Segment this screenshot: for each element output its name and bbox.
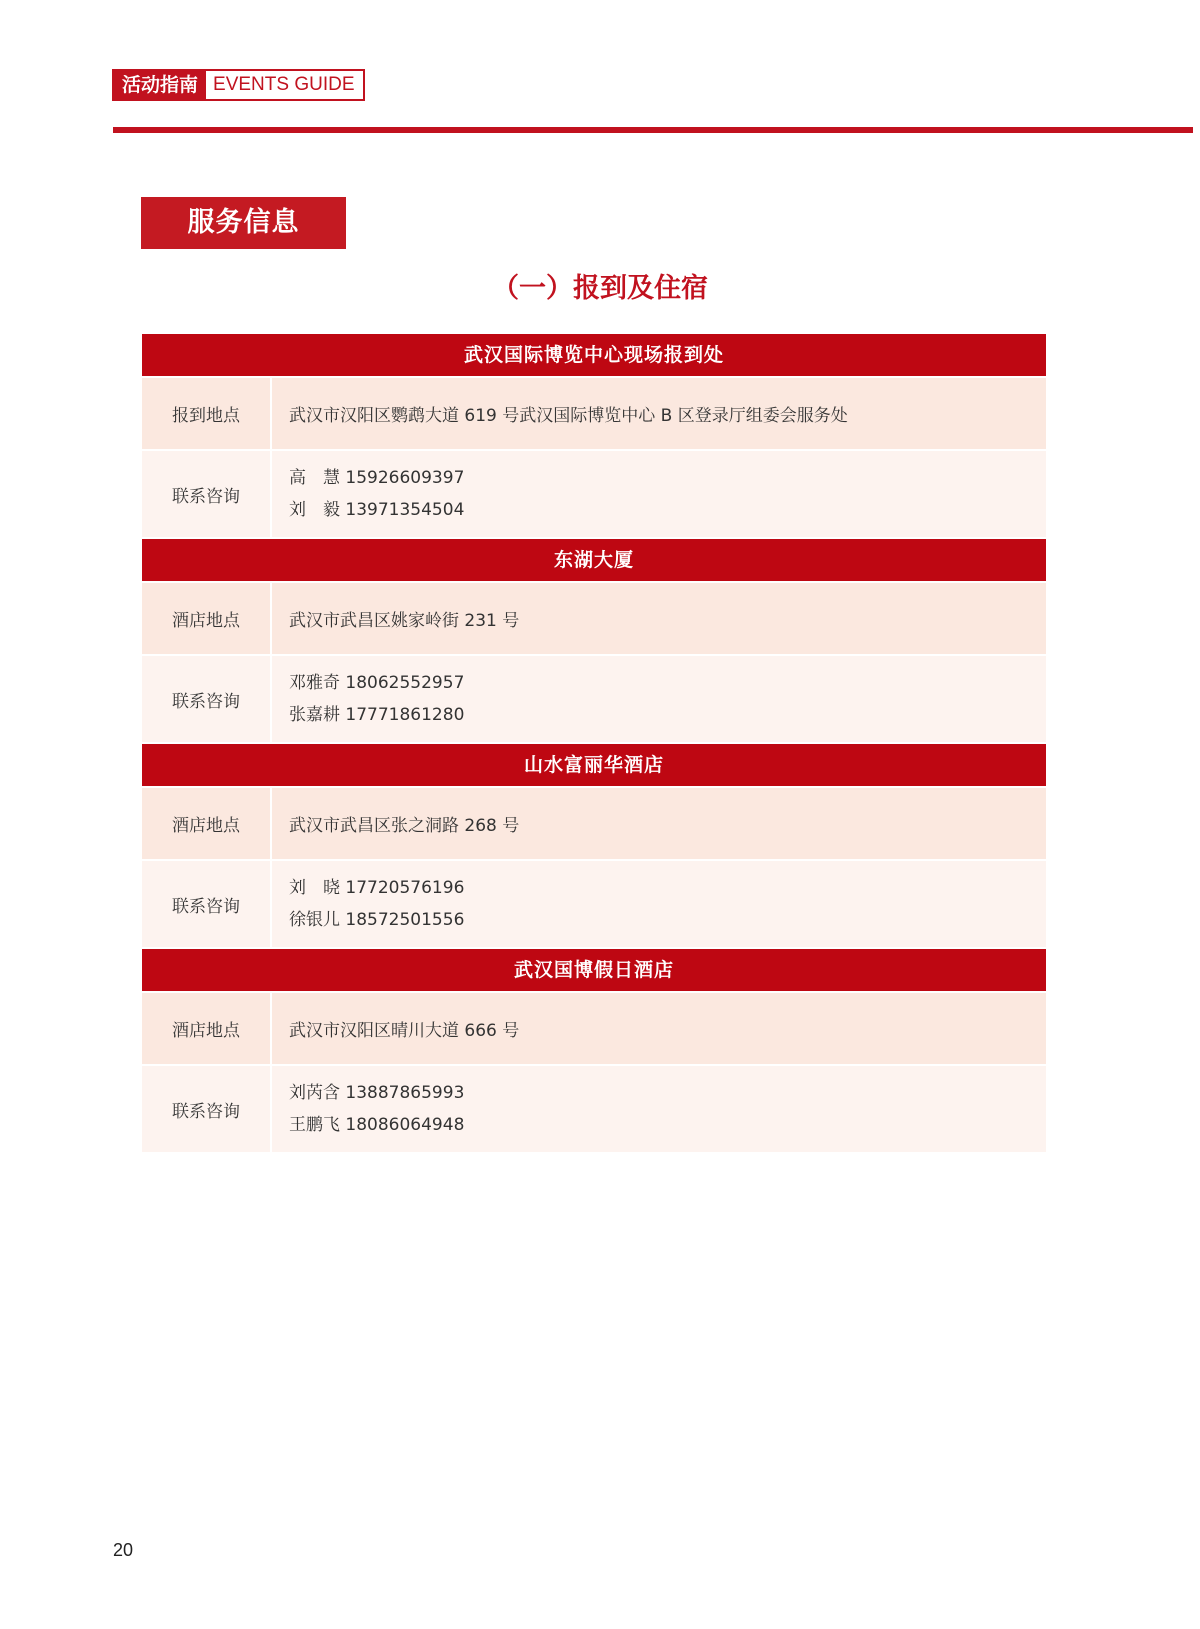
- contact-entry: 邓雅奇 18062552957: [289, 673, 465, 693]
- badge-english-label: EVENTS GUIDE: [206, 71, 362, 99]
- contact-label: 联系咨询: [142, 451, 272, 537]
- hotel-block: [142, 539, 1046, 742]
- contact-label: 联系咨询: [142, 656, 272, 742]
- address-text: 武汉市武昌区张之洞路 268 号: [289, 816, 520, 836]
- contact-entry: 刘芮含 13887865993: [289, 1083, 465, 1103]
- contact-list: [272, 656, 1046, 742]
- contact-row: [142, 1066, 1046, 1152]
- block-header: 武汉国际博览中心现场报到处: [142, 334, 1046, 376]
- contact-row: [142, 451, 1046, 537]
- address-value: [272, 583, 1046, 654]
- address-label: 酒店地点: [142, 583, 272, 654]
- venue-block: [142, 334, 1046, 537]
- address-value: [272, 788, 1046, 859]
- subsection-title: （一）报到及住宿: [492, 273, 708, 304]
- contact-entry: 王鹏飞 18086064948: [289, 1115, 465, 1135]
- address-row: [142, 583, 1046, 654]
- block-header: 东湖大厦: [142, 539, 1046, 581]
- contact-list: [272, 861, 1046, 947]
- section-title: 服务信息: [141, 197, 346, 249]
- address-label: 酒店地点: [142, 788, 272, 859]
- contact-entry: 刘 晓 17720576196: [289, 878, 465, 898]
- address-text: 武汉市武昌区姚家岭街 231 号: [289, 611, 520, 631]
- contact-label: 联系咨询: [142, 861, 272, 947]
- contact-entry: 徐银儿 18572501556: [289, 910, 465, 930]
- address-value: [272, 993, 1046, 1064]
- registration-accommodation-table: [142, 334, 1046, 1152]
- block-header: 武汉国博假日酒店: [142, 949, 1046, 991]
- address-row: [142, 378, 1046, 449]
- hotel-block: [142, 949, 1046, 1152]
- address-text: 武汉市汉阳区鹦鹉大道 619 号武汉国际博览中心 B 区登录厅组委会服务处: [289, 406, 848, 426]
- address-label: 酒店地点: [142, 993, 272, 1064]
- header-divider: [113, 127, 1193, 133]
- contact-list: [272, 451, 1046, 537]
- badge-chinese-label: 活动指南: [114, 71, 206, 99]
- contact-entry: 高 慧 15926609397: [289, 468, 465, 488]
- contact-list: [272, 1066, 1046, 1152]
- address-value: [272, 378, 1046, 449]
- address-text: 武汉市汉阳区晴川大道 666 号: [289, 1021, 520, 1041]
- contact-entry: 刘 毅 13971354504: [289, 500, 465, 520]
- address-row: [142, 788, 1046, 859]
- contact-row: [142, 861, 1046, 947]
- events-guide-badge: [112, 69, 365, 101]
- contact-label: 联系咨询: [142, 1066, 272, 1152]
- page-number: 20: [113, 1540, 134, 1560]
- block-header: 山水富丽华酒店: [142, 744, 1046, 786]
- address-row: [142, 993, 1046, 1064]
- address-label: 报到地点: [142, 378, 272, 449]
- contact-row: [142, 656, 1046, 742]
- contact-entry: 张嘉耕 17771861280: [289, 705, 465, 725]
- hotel-block: [142, 744, 1046, 947]
